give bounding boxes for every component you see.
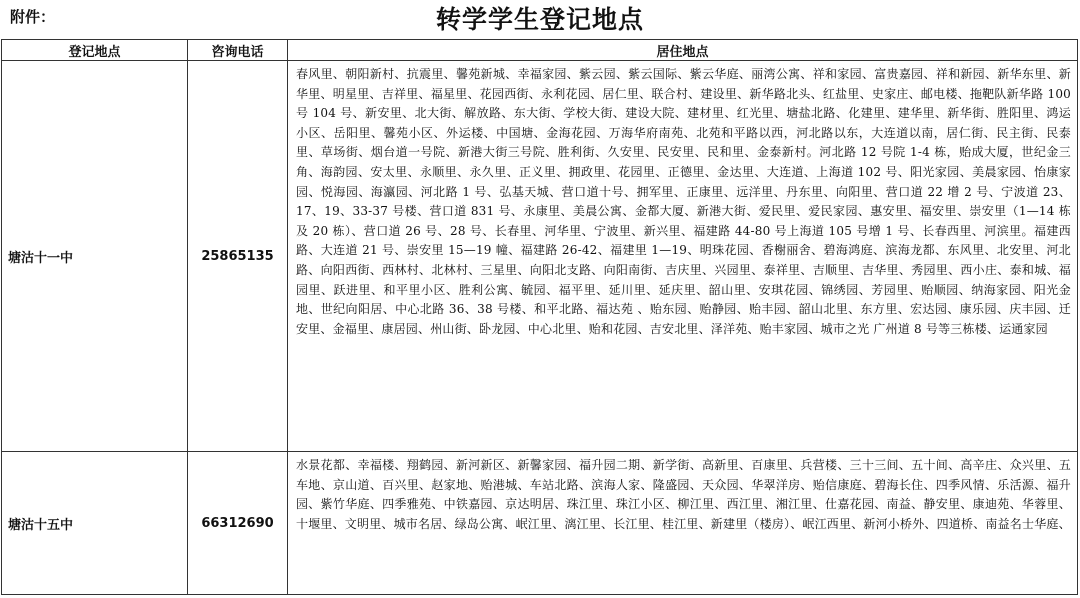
table-row xyxy=(2,61,1078,452)
header-register-location: 登记地点 xyxy=(2,40,188,61)
table-header-row xyxy=(2,40,1078,61)
residence-list: 春风里、朝阳新村、抗震里、馨苑新城、幸福家园、紫云园、紫云国际、紫云华庭、丽湾公寓、祥和家园、富贵嘉园、祥和新园、新华东里、新华里、明星里、吉祥里、福星里、花园西街、永利花园、居仁里、联合村、建设里、新华路北头、红盐里、史家庄、邮电楼、拖靶队新华路 100 号 104 号、新安里、北大街、解放路、东大街、学校大街、建设大院、建材里、红光里、塘盐北路、化建里、建华里、新华街、胜阳里、鸿运小区、岳阳里、馨苑小区、外运楼、中国塘、金海花园、万海华府南苑、北苑和平路以西，河北路以东，大连道以南，居仁街、民主街、民泰里、草场街、烟台道一号院、新港大街三号院、胜利街、久安里、民安里、民和里、金泰新村。河北路 12 号院 1-4 栋，贻成大厦，世纪金三角、海韵园、安太里、永顺里、永久里、正义里、拥政里、花园里、正德里、金达里、大连道、上海道 102 号、阳光家园、美晨家园、怡康家园、悦海园、海瀛园、河北路 1 号、弘基天城、营口道十号、拥军里、正康里、远洋里、丹东里、向阳里、营口道 22 增 2 号、宁波道 23、17、19、33-37 号楼、营口道 831 号、永康里、美晨公寓、金都大厦、新港大街、爱民里、爱民家园、惠安里、福安里、崇安里（1—14 栋及 20 栋）、营口道 26 号、28 号、长春里、河华里、宁波里、新兴里、福建路 44-80 号上海道 105 号增 1 号、长春西里、河滨里。福建西路、大连道 21 号、崇安里 15—19 幢、福建路 26-42、福建里 1—19、明珠花园、香榭丽舍、碧海鸿庭、滨海龙都、东风里、北安里、河北路、向阳西街、西林村、北林村、三星里、向阳北支路、向阳南街、吉庆里、兴园里、泰祥里、吉顺里、吉华里、秀园里、西小庄、泰和城、福园里、跃进里、和平里小区、胜利公寓、毓园、福平里、延川里、延庆里、韶山里、安琪花园、锦绣园、芳园里、贻顺园、纳海家园、阳光金地、世纪向阳居、中心北路 36、38 号楼、和平北路、福达苑 、贻东园、贻静园、贻丰园、韶山北里、东方里、宏达园、康乐园、庆丰园、迁安里、金福里、康居园、州山街、卧龙园、中心北里、贻和花园、吉安北里、泽洋苑、贻丰家园、城市之光 广州道 8 号等三栋楼、运通家园 xyxy=(288,61,1078,452)
header-residence: 居住地点 xyxy=(288,40,1078,61)
attachment-label: 附件： xyxy=(10,8,56,26)
school-name: 塘沽十五中 xyxy=(2,452,188,595)
table-row xyxy=(2,452,1078,595)
document-title: 转学学生登记地点 xyxy=(435,5,644,34)
registration-table xyxy=(1,39,1078,595)
phone-number: 25865135 xyxy=(188,61,288,452)
school-name: 塘沽十一中 xyxy=(2,61,188,452)
header-phone: 咨询电话 xyxy=(188,40,288,61)
phone-number: 66312690 xyxy=(188,452,288,595)
residence-list: 水景花都、幸福楼、翔鹤园、新河新区、新馨家园、福升园二期、新学街、高新里、百康里、兵营楼、三十三间、五十间、高辛庄、众兴里、五车地、京山道、百兴里、赵家地、贻港城、车站北路、滨海人家、隆盛园、天众园、华翠洋房、贻信康庭、碧海长住、四季风情、乐活源、福升园、紫竹华庭、四季雅苑、中铁嘉园、京达明居、珠江里、珠江小区、柳江里、西江里、湘江里、仕嘉花园、南益、静安里、康迪苑、华蓉里、十堰里、文明里、城市名居、绿岛公寓、岷江里、漓江里、长江里、桂江里、新建里（楼房）、岷江西里、新河小桥外、四道桥、南益名士华庭、 xyxy=(288,452,1078,595)
